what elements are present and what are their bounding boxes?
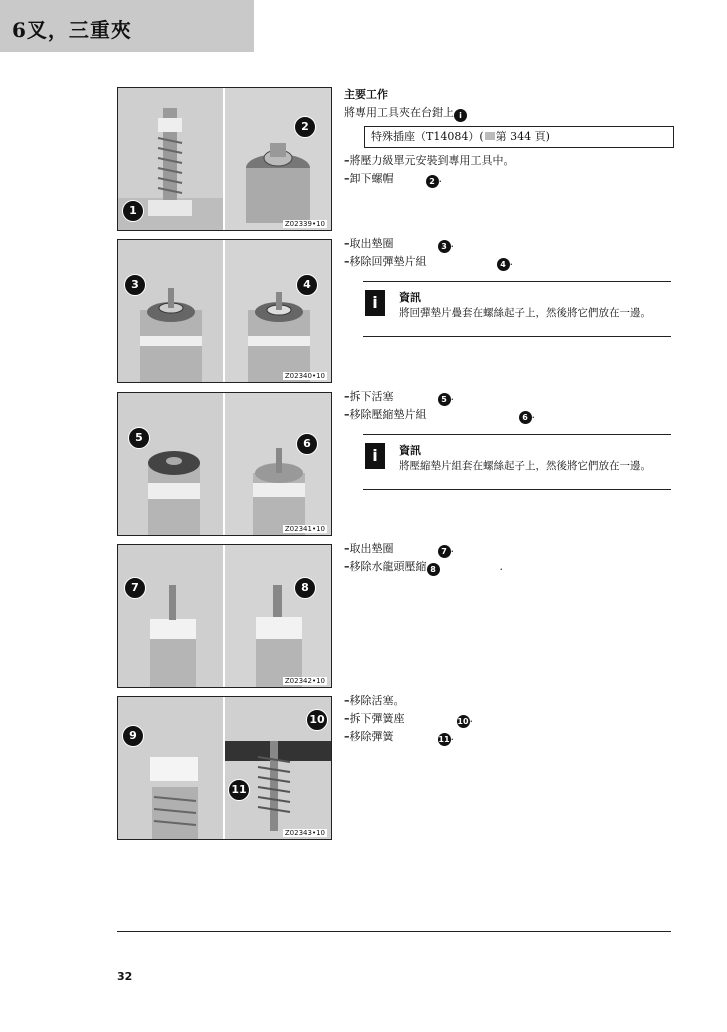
section-heading: 主要工作: [344, 88, 388, 101]
callout-ref: 2: [426, 175, 439, 188]
callout-7: 7: [124, 577, 146, 599]
callout-5: 5: [128, 427, 150, 449]
info-icon: i: [365, 443, 385, 469]
callout-9: 9: [122, 725, 144, 747]
step-item: –移除回彈墊片組 4 .: [344, 255, 513, 269]
callout-8: 8: [294, 577, 316, 599]
info-icon: i: [365, 290, 385, 316]
callout-ref: 8: [427, 563, 440, 576]
step-item: –拆下活塞 5 .: [344, 390, 454, 404]
step-block-3: [344, 388, 674, 424]
step-item: –將壓力級單元安裝到專用工具中。: [344, 154, 515, 167]
page-ref-icon: [485, 132, 495, 140]
callout-10: 10: [306, 709, 328, 731]
callout-ref: 7: [438, 545, 451, 558]
chapter-title: 6叉，三重夾: [12, 18, 132, 42]
info-title: 資訊: [399, 444, 421, 457]
figure-code: Z02340•10: [284, 372, 325, 380]
special-tool-box: 特殊插座（T14084）( 第 344 頁): [364, 126, 674, 148]
step-item: –取出墊圈 3 .: [344, 237, 454, 251]
figure-5: [117, 696, 332, 840]
figure-4: [117, 544, 332, 688]
page-number: 32: [117, 970, 133, 983]
figure-code: Z02339•10: [284, 220, 325, 228]
info-title: 資訊: [399, 291, 421, 304]
step-item: –移除活塞。: [344, 694, 405, 707]
step-block-4: [344, 540, 674, 576]
info-text: 將回彈墊片疊套在螺絲起子上，然後將它們放在一邊。: [399, 307, 651, 319]
callout-4: 4: [296, 274, 318, 296]
figure-3: [117, 392, 332, 536]
callout-6: 6: [296, 433, 318, 455]
chapter-header: [0, 0, 254, 52]
step-item: –移除彈簧 11.: [344, 730, 454, 744]
callout-ref: 4: [497, 258, 510, 271]
step-block-2: [344, 235, 674, 271]
figure-code: Z02341•10: [284, 525, 325, 533]
callout-ref: 3: [438, 240, 451, 253]
figure-code: Z02342•10: [284, 677, 325, 685]
callout-11: 11: [228, 779, 250, 801]
info-text: 將壓縮墊片組套在螺絲起子上，然後將它們放在一邊。: [399, 460, 651, 472]
info-dot-icon: i: [454, 109, 467, 122]
info-box: [363, 281, 671, 337]
step-block-5: [344, 692, 674, 746]
step-item: –取出墊圈 7 .: [344, 542, 454, 556]
step-item: –卸下螺帽 2 .: [344, 172, 442, 186]
info-box: [363, 434, 671, 490]
step-item: –拆下彈簧座 10.: [344, 712, 473, 726]
callout-ref: 11: [438, 735, 450, 744]
step-item: –移除壓縮墊片組 6 .: [344, 408, 535, 422]
callout-3: 3: [124, 274, 146, 296]
callout-ref: 6: [519, 411, 532, 424]
callout-2: 2: [294, 116, 316, 138]
figure-2: [117, 239, 332, 383]
step-block-1: [344, 86, 674, 188]
figure-code: Z02343•10: [284, 829, 325, 837]
step-item: –移除水龍頭壓縮 8 .: [344, 560, 503, 574]
callout-1: 1: [122, 200, 144, 222]
section-intro: 將專用工具夾在台鉗上 i: [344, 104, 674, 122]
footer-divider: [117, 931, 671, 932]
callout-ref: 10: [457, 717, 469, 726]
callout-ref: 5: [438, 393, 451, 406]
figure-1: [117, 87, 332, 231]
